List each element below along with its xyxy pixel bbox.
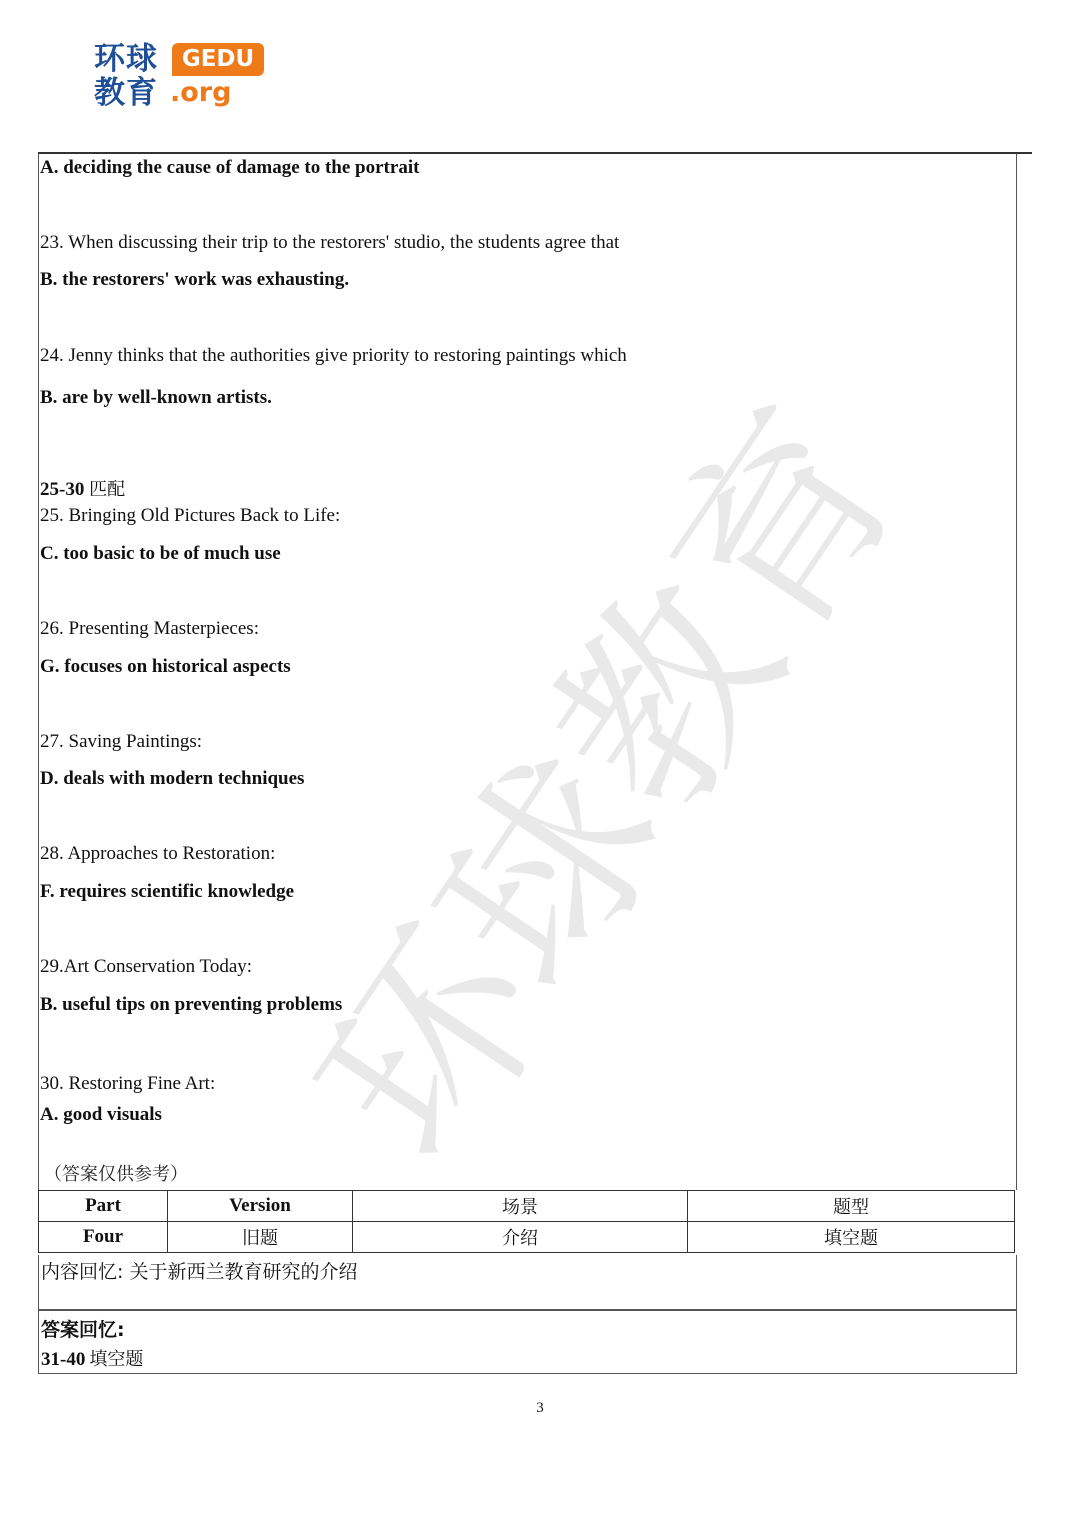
logo-org: .org (170, 77, 232, 108)
header-version: Version (168, 1191, 353, 1222)
part-label-2: Four (39, 1222, 168, 1253)
section-range: 25-30 (40, 479, 85, 500)
answer-recall-range: 31-40 (41, 1349, 86, 1370)
content-recall-text: 关于新西兰教育研究的介绍 (129, 1261, 358, 1283)
page-number: 3 (536, 1400, 544, 1416)
logo-cn-line2: 教育 (94, 75, 158, 111)
section-heading (40, 478, 125, 502)
answer-22: A. deciding the cause of damage to the portrait (40, 157, 420, 178)
answer-30: A. good visuals (40, 1104, 162, 1125)
answer-27: D. deals with modern techniques (40, 768, 305, 789)
answer-recall-box (38, 1310, 1017, 1374)
content-recall-label: 内容回忆: (41, 1261, 124, 1283)
question-30: 30. Restoring Fine Art: (40, 1073, 216, 1094)
question-28: 28. Approaches to Restoration: (40, 843, 276, 864)
content-recall-box (38, 1255, 1017, 1310)
question-26: 26. Presenting Masterpieces: (40, 618, 259, 639)
answer-23: B. the restorers' work was exhausting. (40, 269, 350, 290)
header-scene: 场景 (353, 1191, 688, 1222)
question-24: 24. Jenny thinks that the authorities give priority to restoring paintings which (40, 345, 627, 366)
gedu-logo (94, 40, 269, 112)
answer-28: F. requires scientific knowledge (40, 881, 295, 902)
question-29: 29.Art Conservation Today: (40, 956, 253, 977)
question-23: 23. When discussing their trip to the restorers' studio, the students agree that (40, 232, 620, 253)
answer-25: C. too basic to be of much use (40, 543, 281, 564)
reference-note: （答案仅供参考） (44, 1164, 188, 1185)
watermark: 环球教育 (273, 368, 947, 1202)
answer-recall-type: 填空题 (89, 1349, 144, 1370)
part-info-table (38, 1190, 1015, 1253)
logo-cn-line1: 环球 (94, 41, 158, 77)
question-25: 25. Bringing Old Pictures Back to Life: (40, 505, 341, 526)
section-type: 匹配 (89, 479, 126, 500)
logo-gedu: GEDU (172, 43, 264, 76)
header-question-type: 题型 (688, 1191, 1015, 1222)
answer-29: B. useful tips on preventing problems (40, 994, 343, 1015)
value-version: 旧题 (168, 1222, 353, 1253)
question-27: 27. Saving Paintings: (40, 731, 203, 752)
answer-recall-range-line (41, 1345, 143, 1371)
answer-24: B. are by well-known artists. (40, 387, 272, 408)
value-question-type: 填空题 (688, 1222, 1015, 1253)
value-scene: 介绍 (353, 1222, 688, 1253)
part-label-1: Part (39, 1191, 168, 1222)
answer-recall-label: 答案回忆: (41, 1319, 125, 1341)
content-recall (41, 1257, 357, 1284)
answer-26: G. focuses on historical aspects (40, 656, 291, 677)
